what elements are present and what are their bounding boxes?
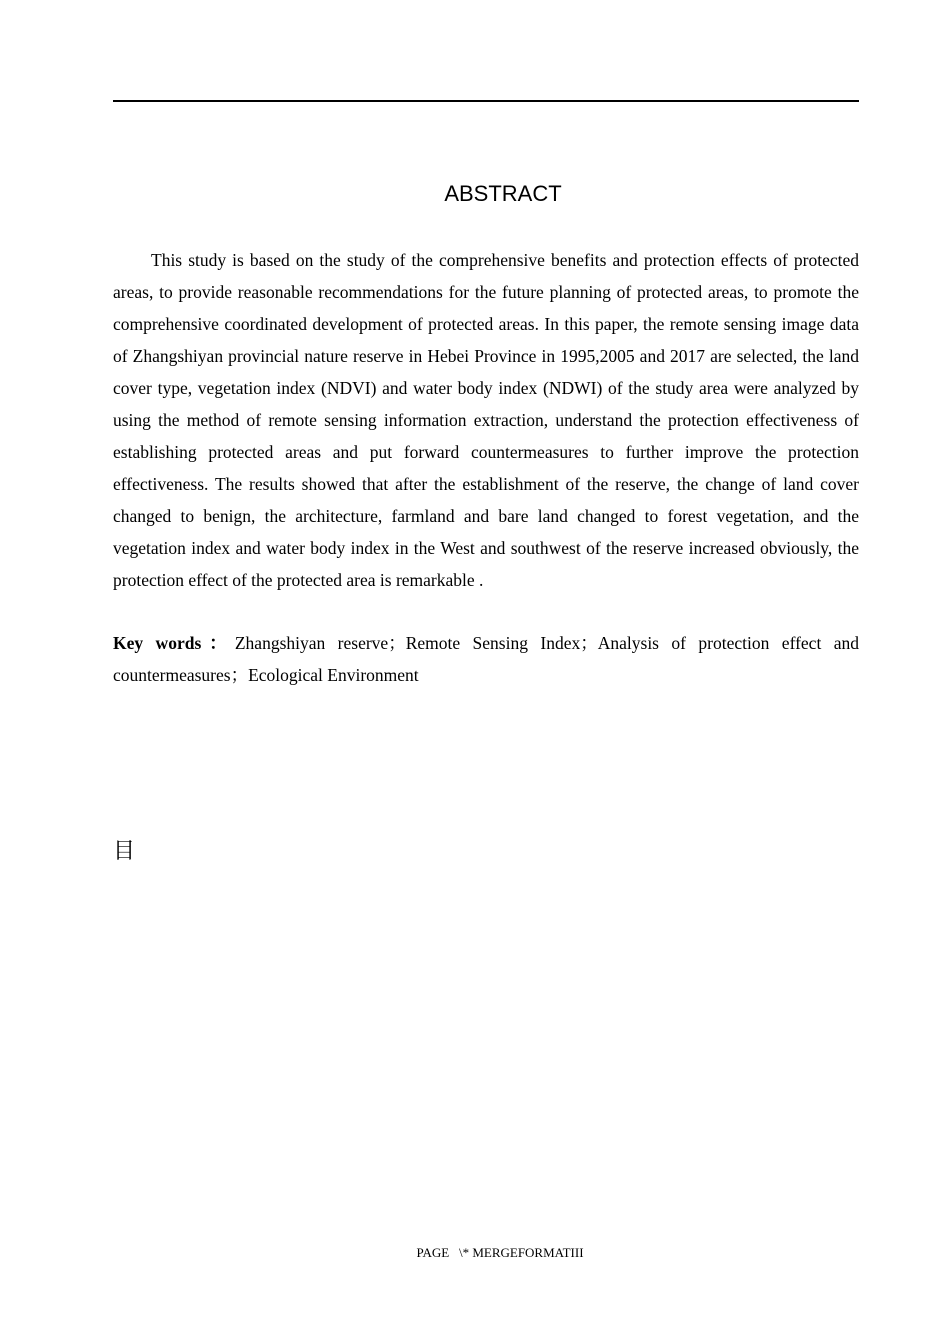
header-rule [113, 100, 859, 102]
keywords-label: Key words： [113, 633, 235, 653]
toc-heading: 目 [113, 839, 136, 864]
keywords-paragraph [113, 627, 859, 691]
page-footer: PAGE \* MERGEFORMATIII [416, 1245, 584, 1260]
keywords-text: Zhangshiyan reserve；Remote Sensing Index；Analysis of protection effect and countermeasures；Ecological Environment [113, 633, 859, 685]
abstract-body: This study is based on the study of the comprehensive benefits and protection effects of protected areas, to provide reasonable recommendations for the future planning of protected areas, to promote the comprehensive coordinated development of protected areas. In this paper, the remote sensing image data of Zhangshiyan provincial nature reserve in Hebei Province in 1995,2005 and 2017 are selected, the land cover type, vegetation index (NDVI) and water body index (NDWI) of the study area were analyzed by using the method of remote sensing information extraction, understand the protection effectiveness of establishing protected areas and put forward countermeasures to further improve the protection effectiveness. The results showed that after the establishment of the reserve, the change of land cover changed to benign, the architecture, farmland and bare land changed to forest vegetation, and the vegetation index and water body index in the West and southwest of the reserve increased obviously, the protection effect of the protected area is remarkable . [113, 250, 859, 590]
abstract-title: ABSTRACT [444, 181, 562, 206]
